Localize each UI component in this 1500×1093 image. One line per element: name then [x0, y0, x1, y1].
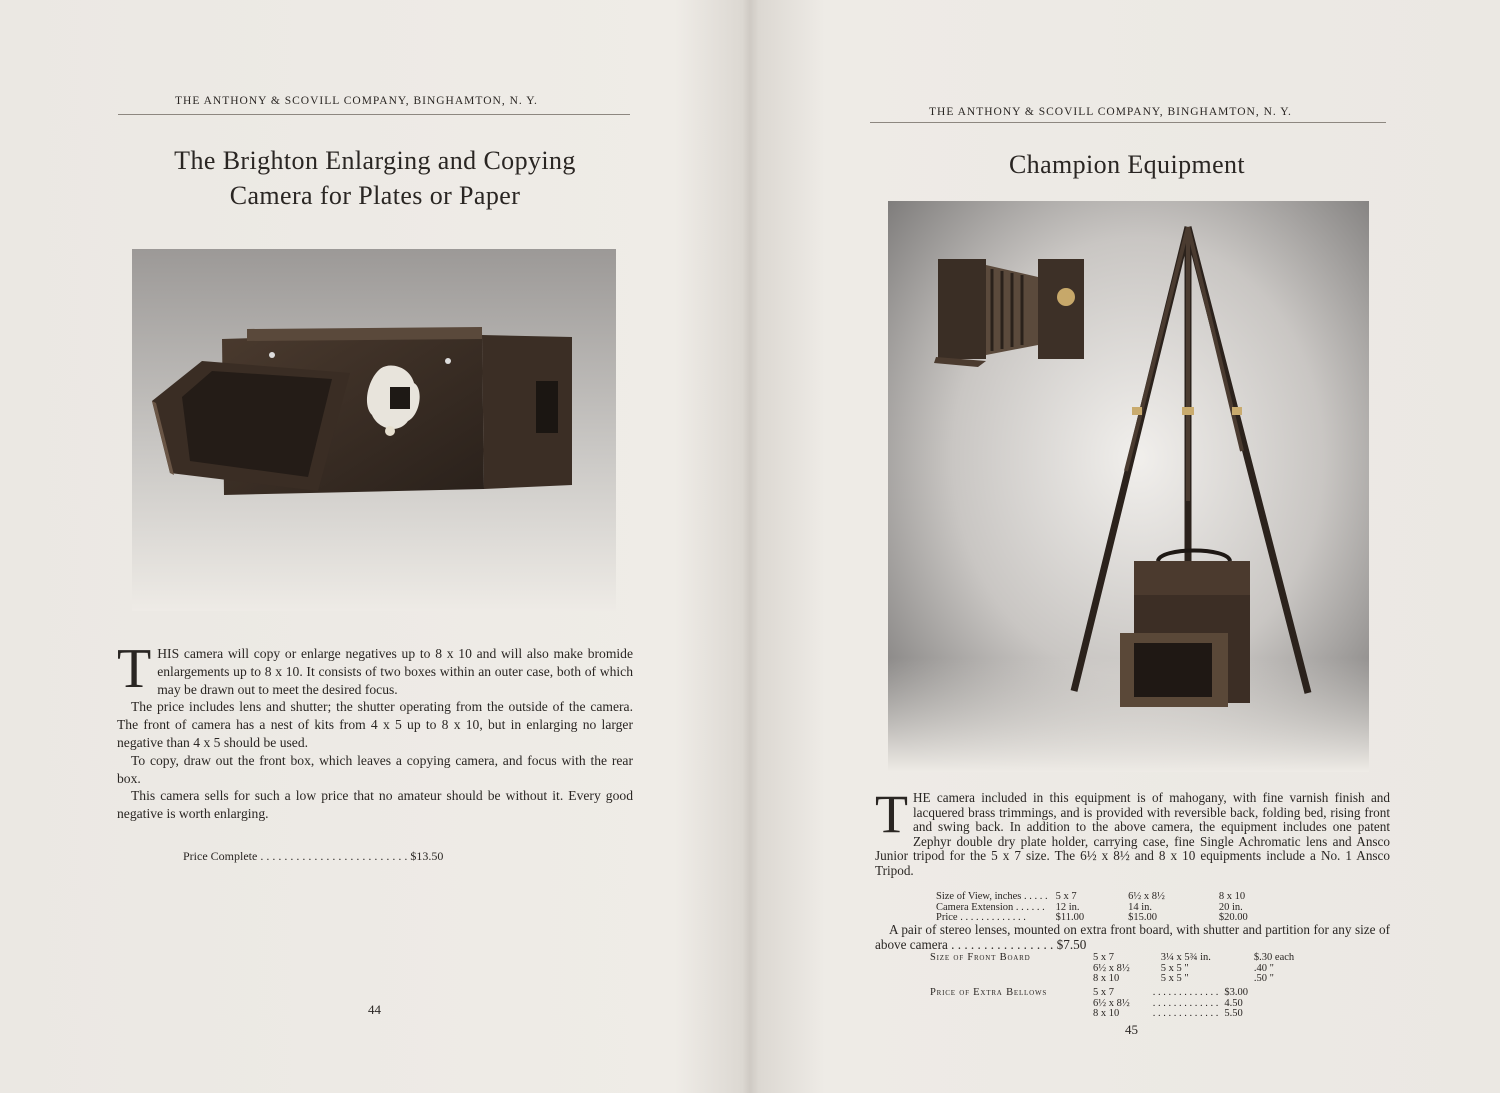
spec-cell: $11.00 — [1055, 912, 1085, 923]
leader-cell: . . . . . . . . . . . . . — [1152, 987, 1219, 998]
paragraph: THE camera included in this equipment is of mahogany, with fine varnish finish and lacquered brass trimmings, and is provided with reversible back, folding bed, rising front and swing back. In addition to the above camera, the equipment includes one patent Zephyr double dry plate holder, carrying case, fine Single Achromatic lens and Ansco Junior tripod for the 5 x 7 size. The 6½ x 8½ and 8 x 10 equipments include a No. 1 Ansco Tripod. — [875, 784, 1390, 878]
price-line — [183, 849, 443, 864]
price-value: $13.50 — [410, 849, 444, 863]
spec-cell: $20.00 — [1218, 912, 1248, 923]
page-title — [100, 143, 650, 213]
table-row — [927, 953, 1297, 964]
table-row — [932, 892, 1252, 903]
title-line-1: The Brighton Enlarging and Copying — [174, 146, 576, 175]
size-cell: 5 x 7 — [1093, 952, 1114, 963]
page-number: 45 — [1125, 1022, 1138, 1037]
drop-cap: T — [875, 784, 908, 844]
size-cell: 6½ x 8½ — [1093, 997, 1130, 1009]
price-cell: .40 " — [1253, 962, 1274, 974]
drop-cap: T — [117, 638, 152, 700]
spec-table — [932, 892, 1252, 924]
price-label: Price Complete — [183, 849, 258, 863]
paragraph-1: THIS camera will copy or enlarge negatives up to 8 x 10 and will also make bromide enlargements up to 8 x 10. It consists of two boxes within an outer case, both of which may be drawn out to meet the desired focus. — [117, 638, 633, 700]
board-cell: 5 x 5 " — [1160, 973, 1189, 984]
leader-cell: . . . . . . . . . . . . . — [1152, 997, 1219, 1009]
paragraph-3: To copy, draw out the front box, which leaves a copying camera, and focus with the rear box. — [117, 752, 633, 786]
paragraph-4: This camera sells for such a low price that no amateur should be without it. Every good negative is worth enlarging. — [117, 788, 633, 822]
bellows-label: Price of Extra Bellows — [930, 987, 1048, 998]
price-cell: .50 " — [1253, 973, 1274, 984]
price-cell: 4.50 — [1224, 997, 1243, 1009]
brighton-camera-illustration — [132, 249, 616, 611]
price-leader: . . . . . . . . . . . . . . . . . . . . . . . . . — [260, 849, 408, 863]
extra-bellows-table — [927, 988, 1251, 1020]
size-cell: 5 x 7 — [1093, 987, 1114, 998]
price-cell: $.30 each — [1253, 952, 1295, 963]
champion-equipment-photo — [888, 201, 1369, 772]
board-cell: 5 x 5 " — [1160, 962, 1189, 974]
price-cell: $3.00 — [1224, 987, 1248, 998]
front-board-label: Size of Front Board — [930, 952, 1031, 963]
spec-cell: 12 in. — [1055, 901, 1080, 913]
price-cell: 5.50 — [1224, 1008, 1243, 1019]
champion-equipment-illustration — [888, 201, 1369, 772]
stereo-lens-text: A pair of stereo lenses, mounted on extra front board, with shutter and partition for any size of above camera . . . . . . . . . . . . . . . . $7.50 — [875, 922, 1390, 952]
spec-cell: 5 x 7 — [1055, 891, 1077, 902]
spec-cell: 6½ x 8½ — [1128, 891, 1165, 902]
spec-label: Price . . . . . . . . . . . . . — [936, 912, 1026, 923]
paragraph-2: The price includes lens and shutter; the shutter operating from the outside of the camera. The front of camera has a nest of kits from 4 x 5 up to 8 x 10, but in enlarging no larger negative than 4 x 5 should be used. — [117, 699, 633, 750]
page-number: 44 — [368, 1002, 381, 1017]
table-row — [927, 988, 1251, 999]
board-cell: 3¼ x 5¾ in. — [1160, 952, 1211, 963]
size-cell: 8 x 10 — [1093, 973, 1120, 984]
running-header: THE ANTHONY & SCOVILL COMPANY, BINGHAMTON, N. Y. — [175, 95, 538, 107]
size-cell: 6½ x 8½ — [1093, 962, 1130, 974]
spec-cell: 14 in. — [1128, 901, 1153, 913]
spec-cell: 20 in. — [1218, 901, 1243, 913]
front-board-table — [927, 953, 1297, 985]
spec-label: Size of View, inches . . . . . — [936, 891, 1048, 902]
description-text — [117, 638, 633, 823]
spec-cell: $15.00 — [1128, 912, 1158, 923]
stereo-price: $7.50 — [1056, 936, 1087, 952]
leader-cell: . . . . . . . . . . . . . — [1152, 1008, 1219, 1019]
brighton-camera-photo — [132, 249, 616, 611]
spec-label: Camera Extension . . . . . . — [936, 901, 1045, 913]
right-page — [752, 0, 1500, 1093]
header-rule — [118, 114, 630, 115]
spec-cell: 8 x 10 — [1218, 891, 1246, 902]
header-rule — [870, 122, 1386, 123]
title-line-2: Camera for Plates or Paper — [229, 181, 521, 210]
page-title: Champion Equipment — [1008, 150, 1246, 179]
size-cell: 8 x 10 — [1093, 1008, 1120, 1019]
description-text — [875, 784, 1390, 879]
running-header: THE ANTHONY & SCOVILL COMPANY, BINGHAMTON, N. Y. — [929, 106, 1292, 118]
